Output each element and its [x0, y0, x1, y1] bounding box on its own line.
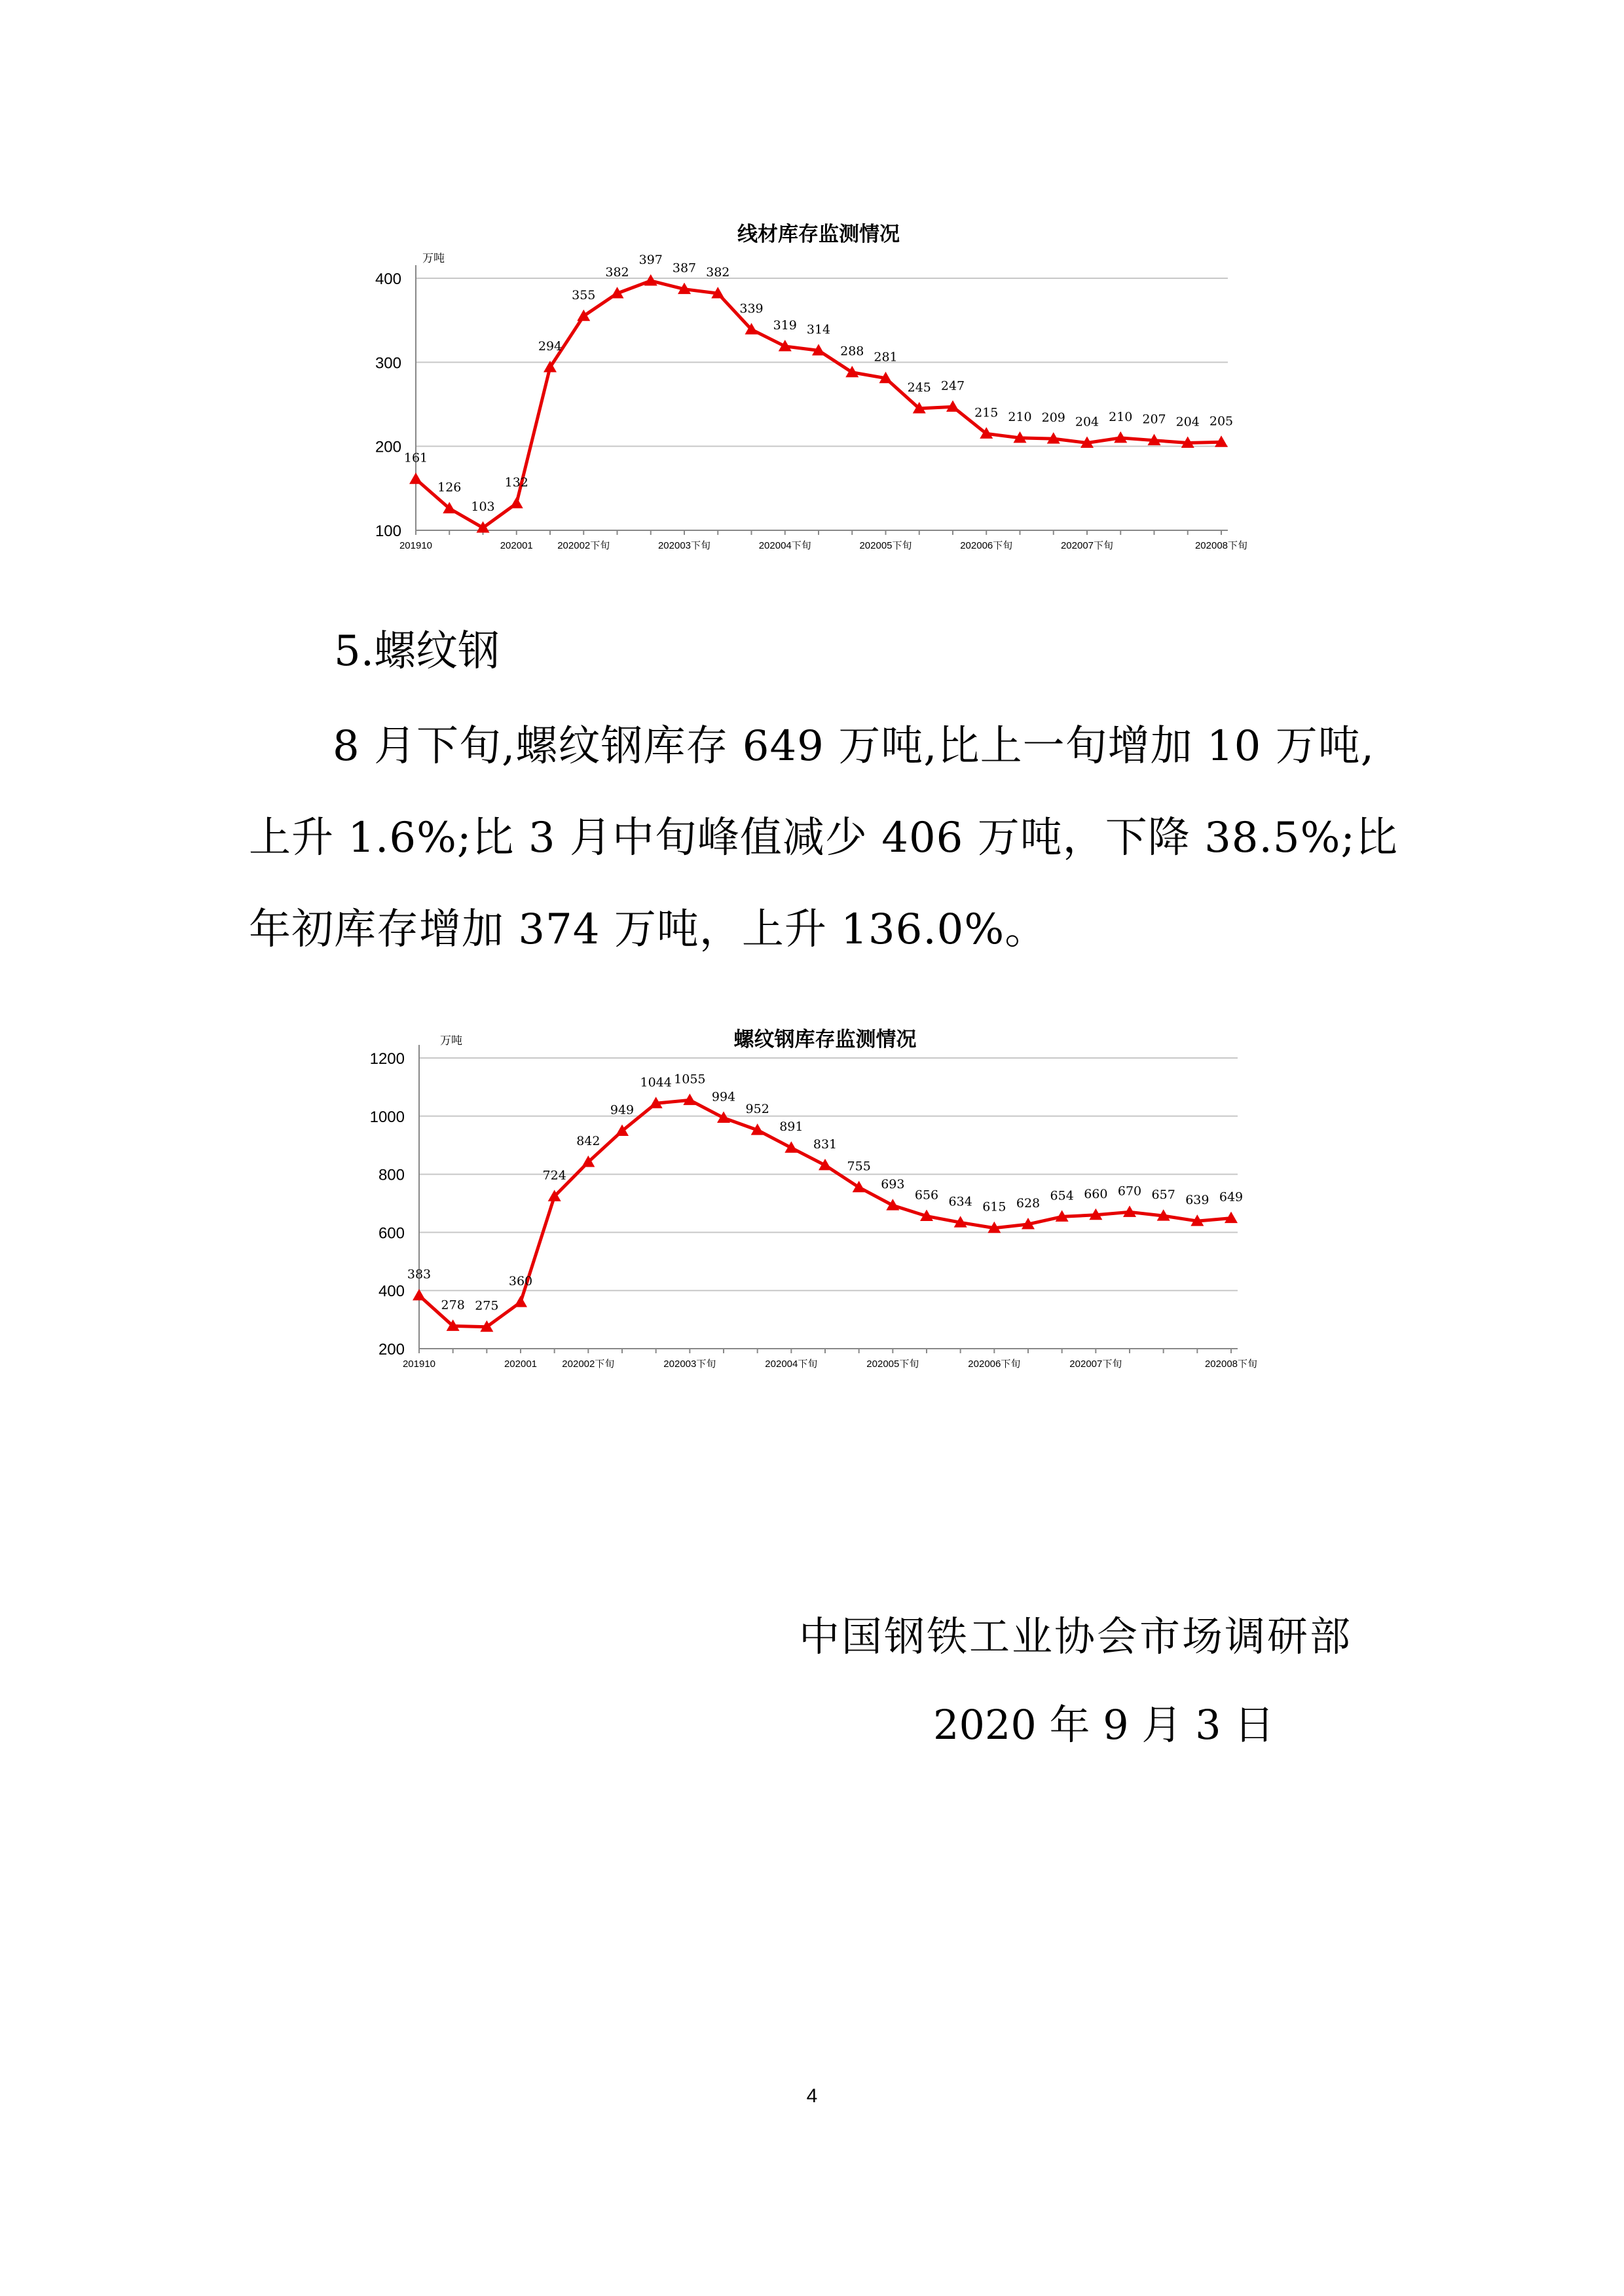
page-number: 4	[806, 2085, 818, 2107]
data-label: 660	[1084, 1186, 1108, 1201]
data-label: 649	[1219, 1190, 1244, 1205]
x-tick-label: 202005下旬	[866, 1358, 919, 1368]
data-label: 383	[407, 1267, 432, 1282]
data-label: 628	[1016, 1195, 1041, 1211]
paragraph-line-2: 上升 1.6%;比 3 月中旬峰值减少 406 万吨，下降 38.5%;比	[249, 814, 1398, 862]
data-label: 952	[745, 1102, 769, 1117]
data-label: 949	[610, 1102, 635, 1118]
data-label: 205	[1209, 414, 1234, 429]
y-tick-label: 100	[375, 522, 401, 540]
x-tick-label: 202001	[500, 540, 533, 551]
data-label: 204	[1175, 414, 1200, 429]
data-label: 161	[403, 450, 428, 465]
x-tick-label: 202002下旬	[562, 1358, 615, 1368]
data-label: 670	[1117, 1184, 1142, 1199]
data-label: 387	[672, 261, 697, 276]
data-label: 207	[1142, 412, 1166, 427]
data-label: 103	[471, 500, 495, 515]
series-line	[419, 1100, 1231, 1326]
rebar-inventory-chart	[0, 1002, 1624, 1368]
data-label: 314	[806, 322, 831, 337]
data-label: 1044	[640, 1075, 672, 1090]
paragraph-line-3: 年初库存增加 374 万吨，上升 136.0%。	[249, 905, 1048, 954]
x-tick-label: 202003下旬	[663, 1358, 716, 1368]
chart-title: 线材库存监测情况	[737, 223, 900, 246]
y-tick-label: 400	[378, 1283, 405, 1301]
data-label: 132	[504, 475, 528, 490]
data-label: 994	[711, 1089, 736, 1104]
chart-title: 螺纹钢库存监测情况	[733, 1028, 917, 1051]
data-label: 245	[907, 380, 931, 395]
x-tick-label: 202001	[504, 1358, 538, 1368]
x-tick-label: 202003下旬	[657, 540, 711, 551]
x-tick-label: 202006下旬	[968, 1358, 1021, 1368]
data-label: 126	[437, 480, 462, 495]
y-tick-label: 1000	[369, 1108, 405, 1126]
data-label: 724	[542, 1168, 566, 1183]
x-tick-label: 201910	[402, 1358, 436, 1368]
x-tick-label: 202004下旬	[765, 1358, 818, 1368]
data-label: 654	[1050, 1188, 1074, 1203]
data-label: 281	[874, 350, 898, 365]
data-label: 755	[847, 1159, 871, 1174]
data-label: 319	[773, 318, 797, 333]
data-label: 397	[638, 252, 663, 267]
x-tick-label: 202002下旬	[557, 540, 610, 551]
signature-date: 2020 年 9 月 3 日	[933, 1701, 1275, 1749]
data-label: 693	[881, 1177, 905, 1192]
data-point	[514, 1296, 527, 1307]
data-label: 339	[739, 301, 764, 316]
y-tick-label: 300	[375, 354, 401, 373]
data-label: 842	[576, 1133, 600, 1148]
y-tick-label: 1200	[369, 1050, 405, 1068]
data-label: 210	[1109, 409, 1133, 424]
data-label: 275	[475, 1298, 499, 1313]
x-tick-label: 202004下旬	[758, 540, 811, 551]
y-tick-label: 200	[375, 438, 401, 456]
x-tick-label: 202007下旬	[1069, 1358, 1122, 1368]
data-label: 639	[1185, 1193, 1209, 1208]
data-label: 355	[572, 287, 596, 302]
data-point	[510, 497, 523, 509]
y-tick-label: 200	[378, 1341, 405, 1358]
y-tick-label: 800	[378, 1166, 405, 1184]
data-label: 215	[974, 405, 999, 420]
x-tick-label: 202008下旬	[1194, 540, 1248, 551]
data-label: 382	[605, 265, 629, 280]
section-title: 5.螺纹钢	[334, 627, 500, 676]
data-label: 288	[840, 344, 864, 359]
x-tick-label: 201910	[399, 540, 433, 551]
organization-signature: 中国钢铁工业协会市场调研部	[799, 1613, 1353, 1660]
data-label: 891	[779, 1120, 803, 1135]
data-label: 209	[1041, 410, 1065, 426]
x-tick-label: 202007下旬	[1060, 540, 1114, 551]
data-label: 615	[982, 1199, 1006, 1214]
data-label: 656	[914, 1188, 939, 1203]
data-label: 204	[1075, 414, 1099, 429]
y-tick-label: 400	[375, 270, 401, 288]
y-tick-label: 600	[378, 1224, 405, 1243]
series-line	[416, 281, 1221, 528]
data-label: 278	[441, 1298, 465, 1313]
data-label: 360	[508, 1273, 533, 1288]
x-tick-label: 202006下旬	[960, 540, 1013, 551]
x-tick-label: 202008下旬	[1204, 1358, 1258, 1368]
data-point	[409, 473, 422, 484]
data-label: 294	[538, 339, 563, 354]
chart-unit-label: 万吨	[440, 1034, 462, 1048]
data-point	[644, 274, 657, 286]
data-label: 1055	[674, 1072, 706, 1087]
data-label: 247	[940, 378, 965, 393]
data-label: 210	[1008, 409, 1032, 424]
data-label: 382	[706, 265, 730, 280]
data-label: 657	[1151, 1188, 1175, 1203]
wire-rod-inventory-chart	[0, 203, 1624, 570]
data-label: 831	[813, 1137, 838, 1152]
x-tick-label: 202005下旬	[859, 540, 912, 551]
chart-unit-label: 万吨	[422, 252, 445, 265]
data-label: 634	[948, 1194, 972, 1209]
paragraph-line-1: 8 月下旬,螺纹钢库存 649 万吨,比上一旬增加 10 万吨,	[333, 722, 1375, 771]
